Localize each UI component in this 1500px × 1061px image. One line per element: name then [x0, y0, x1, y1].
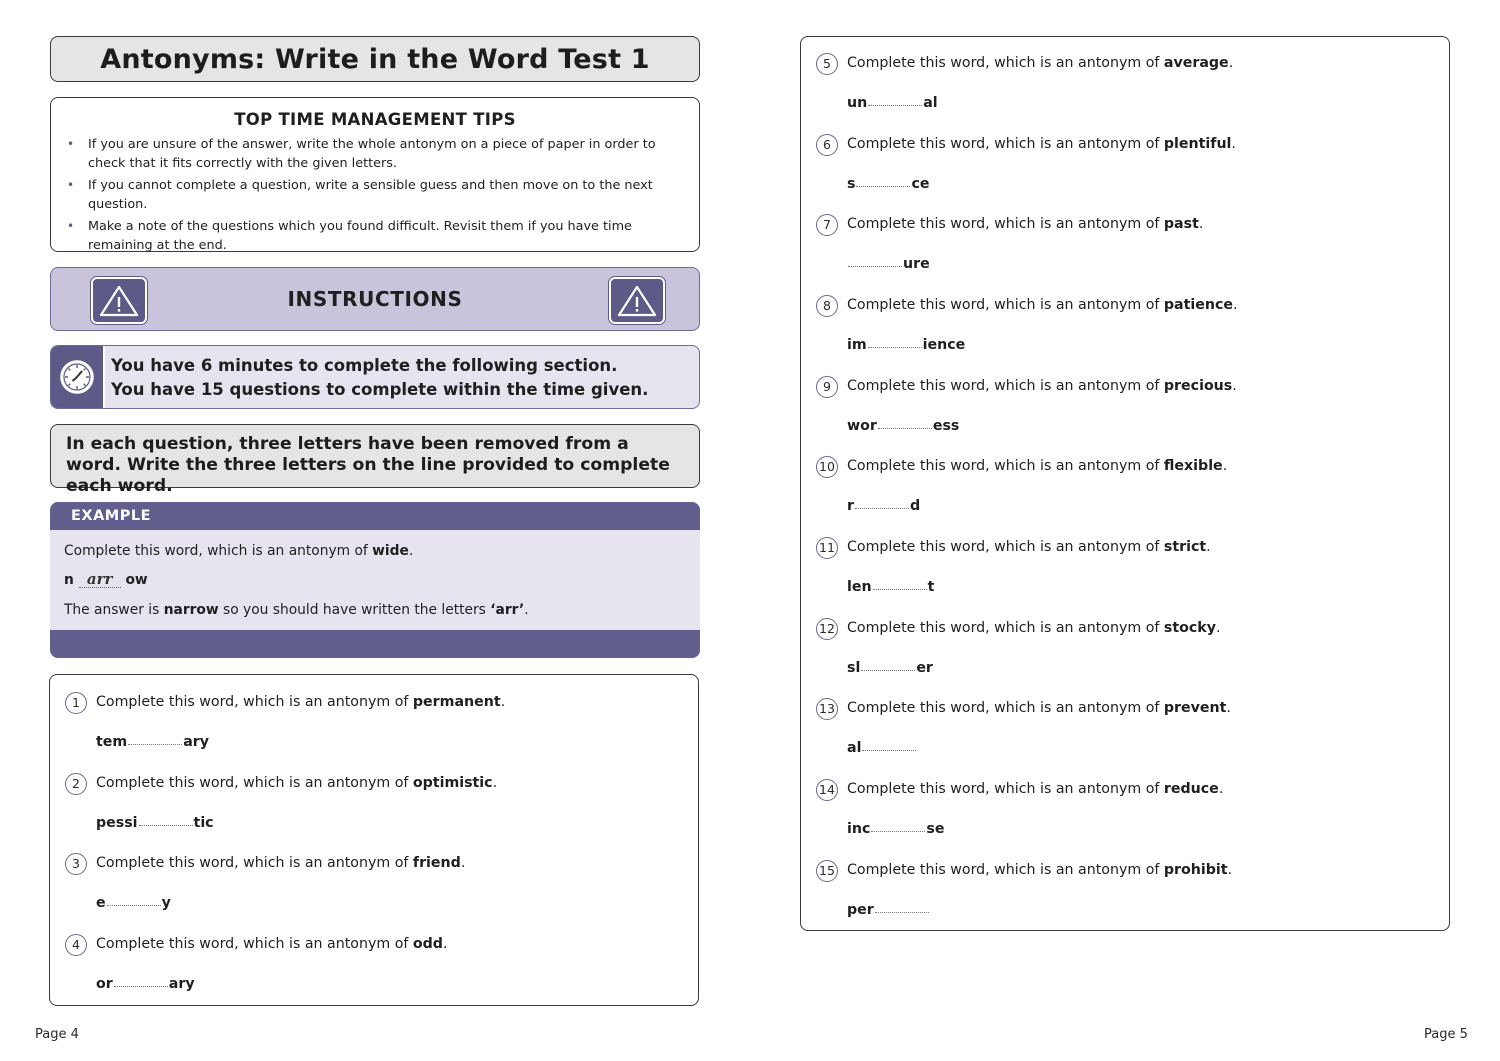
- time-management-tips: [50, 97, 700, 252]
- tips-list: [51, 135, 699, 255]
- answer-line[interactable]: len t: [847, 579, 935, 595]
- answer-line[interactable]: s ce: [847, 176, 930, 192]
- question-item: [801, 456, 1449, 536]
- answer-blank[interactable]: [848, 265, 902, 267]
- answer-line[interactable]: wor ess: [847, 418, 960, 434]
- time-limit-text: You have 6 minutes to complete the following section.: [111, 356, 618, 375]
- questions-panel-left: [49, 674, 699, 1006]
- answer-line[interactable]: or ary: [96, 976, 195, 992]
- question-item: [801, 698, 1449, 778]
- question-prompt: Complete this word, which is an antonym of permanent.: [96, 694, 506, 710]
- instructions-heading: INSTRUCTIONS: [287, 287, 463, 311]
- question-item: [801, 295, 1449, 375]
- answer-blank[interactable]: [868, 346, 922, 348]
- question-item: [50, 692, 698, 772]
- answer-line[interactable]: un al: [847, 95, 938, 111]
- example-heading: EXAMPLE: [50, 502, 700, 530]
- answer-blank[interactable]: [128, 743, 182, 745]
- answer-line[interactable]: ure: [847, 256, 930, 272]
- question-prompt: Complete this word, which is an antonym of reduce.: [847, 781, 1224, 797]
- question-number: 15: [816, 860, 838, 882]
- example-prompt: Complete this word, which is an antonym of wide.: [64, 543, 414, 559]
- warning-icon: [91, 277, 147, 324]
- page-number-left: Page 4: [35, 1027, 79, 1042]
- example-footer-bar: [50, 630, 700, 658]
- question-item: [801, 779, 1449, 859]
- question-item: [801, 53, 1449, 133]
- question-item: [50, 934, 698, 1014]
- question-number: 6: [816, 134, 838, 156]
- example-filled-letters: arr: [79, 572, 121, 588]
- question-item: [801, 376, 1449, 456]
- question-count-text: You have 15 questions to complete within the time given.: [111, 380, 649, 399]
- question-prompt: Complete this word, which is an antonym of patience.: [847, 297, 1238, 313]
- question-number: 7: [816, 214, 838, 236]
- example-word: wide: [372, 543, 409, 559]
- question-item: [801, 214, 1449, 294]
- question-item: [801, 537, 1449, 617]
- answer-blank[interactable]: [875, 911, 929, 913]
- question-number: 4: [65, 934, 87, 956]
- question-item: [801, 860, 1449, 940]
- question-prompt: Complete this word, which is an antonym of friend.: [96, 855, 466, 871]
- question-prompt: Complete this word, which is an antonym of past.: [847, 216, 1204, 232]
- answer-blank[interactable]: [873, 588, 927, 590]
- test-title: Antonyms: Write in the Word Test 1: [100, 43, 650, 75]
- page-number-right: Page 5: [1424, 1027, 1468, 1042]
- question-number: 9: [816, 376, 838, 398]
- question-prompt: Complete this word, which is an antonym of plentiful.: [847, 136, 1236, 152]
- question-item: [801, 618, 1449, 698]
- question-item: [801, 134, 1449, 214]
- clock-icon: [51, 346, 105, 408]
- answer-blank[interactable]: [856, 185, 910, 187]
- answer-line[interactable]: sl er: [847, 660, 933, 676]
- question-prompt: Complete this word, which is an antonym of average.: [847, 55, 1234, 71]
- question-number: 2: [65, 773, 87, 795]
- answer-line[interactable]: e y: [96, 895, 171, 911]
- question-prompt: Complete this word, which is an antonym of optimistic.: [96, 775, 498, 791]
- answer-blank[interactable]: [861, 669, 915, 671]
- question-number: 8: [816, 295, 838, 317]
- answer-line[interactable]: per: [847, 902, 930, 918]
- question-number: 10: [816, 456, 838, 478]
- question-prompt: Complete this word, which is an antonym of stocky.: [847, 620, 1221, 636]
- task-instruction: In each question, three letters have been removed from a word. Write the three letters on the line provided to complete each word.: [50, 424, 700, 488]
- answer-line[interactable]: al: [847, 740, 917, 756]
- example-explanation: The answer is narrow so you should have written the letters ‘arr’.: [64, 602, 529, 618]
- question-item: [50, 853, 698, 933]
- warning-icon: [609, 277, 665, 324]
- time-limit-box: [50, 345, 700, 409]
- tip-item: • If you cannot complete a question, write a sensible guess and then move on to the next question.: [88, 176, 683, 214]
- question-number: 12: [816, 618, 838, 640]
- question-number: 1: [65, 692, 87, 714]
- answer-line[interactable]: inc se: [847, 821, 945, 837]
- tip-item: • If you are unsure of the answer, write the whole antonym on a piece of paper in order to check that it fits correctly with the given letters.: [88, 135, 683, 173]
- question-number: 14: [816, 779, 838, 801]
- answer-blank[interactable]: [114, 985, 168, 987]
- question-number: 3: [65, 853, 87, 875]
- answer-blank[interactable]: [139, 824, 193, 826]
- example-answer-line: n arr ow: [64, 570, 148, 588]
- answer-blank[interactable]: [862, 749, 916, 751]
- answer-blank[interactable]: [107, 904, 161, 906]
- tip-item: • Make a note of the questions which you found difficult. Revisit them if you have time remaining at the end.: [88, 217, 683, 255]
- test-title-box: [50, 36, 700, 82]
- question-prompt: Complete this word, which is an antonym of flexible.: [847, 458, 1228, 474]
- instructions-banner: [50, 267, 700, 331]
- question-prompt: Complete this word, which is an antonym of odd.: [96, 936, 448, 952]
- answer-line[interactable]: im ience: [847, 337, 966, 353]
- question-prompt: Complete this word, which is an antonym of prohibit.: [847, 862, 1233, 878]
- questions-panel-right: [800, 36, 1450, 931]
- tips-heading: TOP TIME MANAGEMENT TIPS: [234, 110, 516, 129]
- answer-line[interactable]: r d: [847, 498, 921, 514]
- answer-blank[interactable]: [878, 427, 932, 429]
- question-number: 5: [816, 53, 838, 75]
- answer-blank[interactable]: [871, 830, 925, 832]
- answer-line[interactable]: pessi tic: [96, 815, 214, 831]
- question-prompt: Complete this word, which is an antonym of strict.: [847, 539, 1211, 555]
- question-number: 13: [816, 698, 838, 720]
- example-panel: [50, 502, 700, 658]
- answer-blank[interactable]: [868, 104, 922, 106]
- question-number: 11: [816, 537, 838, 559]
- answer-blank[interactable]: [855, 507, 909, 509]
- question-item: [50, 773, 698, 853]
- answer-line[interactable]: tem ary: [96, 734, 210, 750]
- question-prompt: Complete this word, which is an antonym of prevent.: [847, 700, 1231, 716]
- question-prompt: Complete this word, which is an antonym of precious.: [847, 378, 1237, 394]
